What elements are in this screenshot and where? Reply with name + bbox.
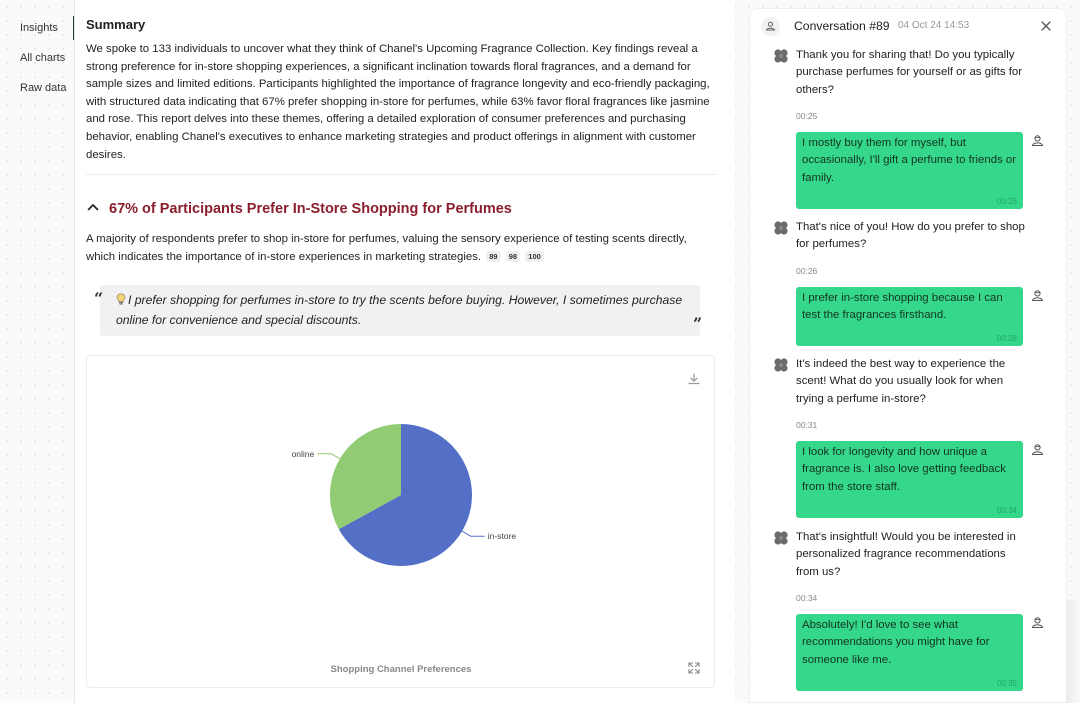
user-message-bubble <box>796 614 1023 691</box>
reference-badge[interactable]: 100 <box>525 251 544 262</box>
page-edge <box>1067 600 1080 703</box>
message-time: 00:34 <box>796 593 818 604</box>
message-time: 00:28 <box>996 334 1017 343</box>
left-nav <box>0 0 74 703</box>
user-message: I look for longevity and how unique a fragrance is. I also love getting feedback from the store staff. <box>802 446 1006 493</box>
clover-logo-icon <box>773 357 789 373</box>
message-time: 00:31 <box>796 420 818 431</box>
insight-title: 67% of Participants Prefer In-Store Shopping for Perfumes <box>109 201 512 217</box>
pie-leader-line <box>317 454 340 459</box>
bot-message: That's insightful! Would you be interested in personalized fragrance recommendations from us? <box>796 531 1016 578</box>
conversation-title: Conversation #89 <box>794 19 890 33</box>
message-time: 00:34 <box>996 506 1017 515</box>
brand-logo-icon <box>761 17 780 36</box>
message-time: 00:25 <box>996 197 1017 206</box>
user-avatar-icon <box>1031 134 1044 147</box>
user-message-bubble <box>796 287 1023 346</box>
conversation-panel <box>749 8 1067 703</box>
clover-logo-icon <box>773 48 789 64</box>
reference-badge[interactable]: 89 <box>486 251 500 262</box>
conversation-date: 04 Oct 24 14:53 <box>898 20 970 31</box>
bot-message: That's nice of you! How do you prefer to shop for perfumes? <box>796 221 1025 251</box>
user-avatar-icon <box>1031 443 1044 456</box>
pie-leader-line <box>462 531 485 536</box>
clover-logo-icon <box>773 220 789 236</box>
close-icon[interactable] <box>1040 20 1052 32</box>
insight-text <box>86 231 706 266</box>
close-quote-icon: ” <box>693 314 703 333</box>
user-avatar-icon <box>1031 616 1044 629</box>
bot-message: It's indeed the best way to experience the scent! What do you usually look for when trying a perfume in-store? <box>796 358 1006 405</box>
lightbulb-icon <box>116 293 126 305</box>
expand-icon[interactable] <box>687 661 701 675</box>
user-message: Absolutely! I'd love to see what recommendations you might have for someone like me. <box>802 619 990 666</box>
nav-item-insights[interactable]: Insights <box>20 22 58 34</box>
reference-badge[interactable]: 98 <box>506 251 520 262</box>
user-message: I prefer in-store shopping because I can test the fragrances firsthand. <box>802 292 1003 322</box>
nav-item-all-charts[interactable]: All charts <box>20 52 66 64</box>
user-avatar-icon <box>1031 289 1044 302</box>
download-icon[interactable] <box>687 372 701 386</box>
user-message-bubble <box>796 441 1023 518</box>
summary-text: We spoke to 133 individuals to uncover what they think of Chanel's Upcoming Fragrance Collection. Key findings reveal a strong preference for in-store shopping experiences, a significant inclination towards floral fragrances, and a demand for sample sizes and limited editions. Participants highlighted the importance of fragrance longevity and eco-friendly packaging, with structured data indicating that 67% prefer shopping in-store for perfumes, while 63% favor floral fragrances like jasmine and rose. This report delves into these themes, offering a detailed exploration of consumer preferences and purchasing behavior, enabling Chanel's executives to enhance marketing strategies and product offerings in alignment with customer desires. <box>86 43 710 161</box>
report-main <box>75 0 735 703</box>
bot-message: Thank you for sharing that! Do you typically purchase perfumes for yourself or as gifts for others? <box>796 49 1023 96</box>
chart-title: Shopping Channel Preferences <box>330 664 472 675</box>
quote-text: I prefer shopping for perfumes in-store to try the scents before buying. However, I sometimes purchase online for convenience and special discounts. <box>116 293 683 327</box>
user-message: I mostly buy them for myself, but occasionally, I'll gift a perfume to friends or family. <box>802 137 1017 184</box>
chart-card <box>86 355 715 688</box>
pie-label: online <box>291 448 315 459</box>
participant-quote <box>116 291 686 330</box>
open-quote-icon: “ <box>94 289 104 308</box>
pie-label: in-store <box>487 531 517 542</box>
chevron-up-icon[interactable] <box>86 200 100 214</box>
summary-title: Summary <box>86 17 146 32</box>
pie-chart <box>87 356 716 689</box>
insight-description: A majority of respondents prefer to shop in-store for perfumes, valuing the sensory experience of testing scents directly, which indicates the importance of in-store experiences in marketing strategies. <box>86 233 687 263</box>
message-time: 00:35 <box>996 679 1017 688</box>
section-divider <box>86 174 716 175</box>
nav-item-raw-data[interactable]: Raw data <box>20 82 67 94</box>
message-time: 00:26 <box>796 265 818 276</box>
clover-logo-icon <box>773 530 789 546</box>
user-message-bubble <box>796 132 1023 209</box>
message-time: 00:25 <box>796 111 818 122</box>
